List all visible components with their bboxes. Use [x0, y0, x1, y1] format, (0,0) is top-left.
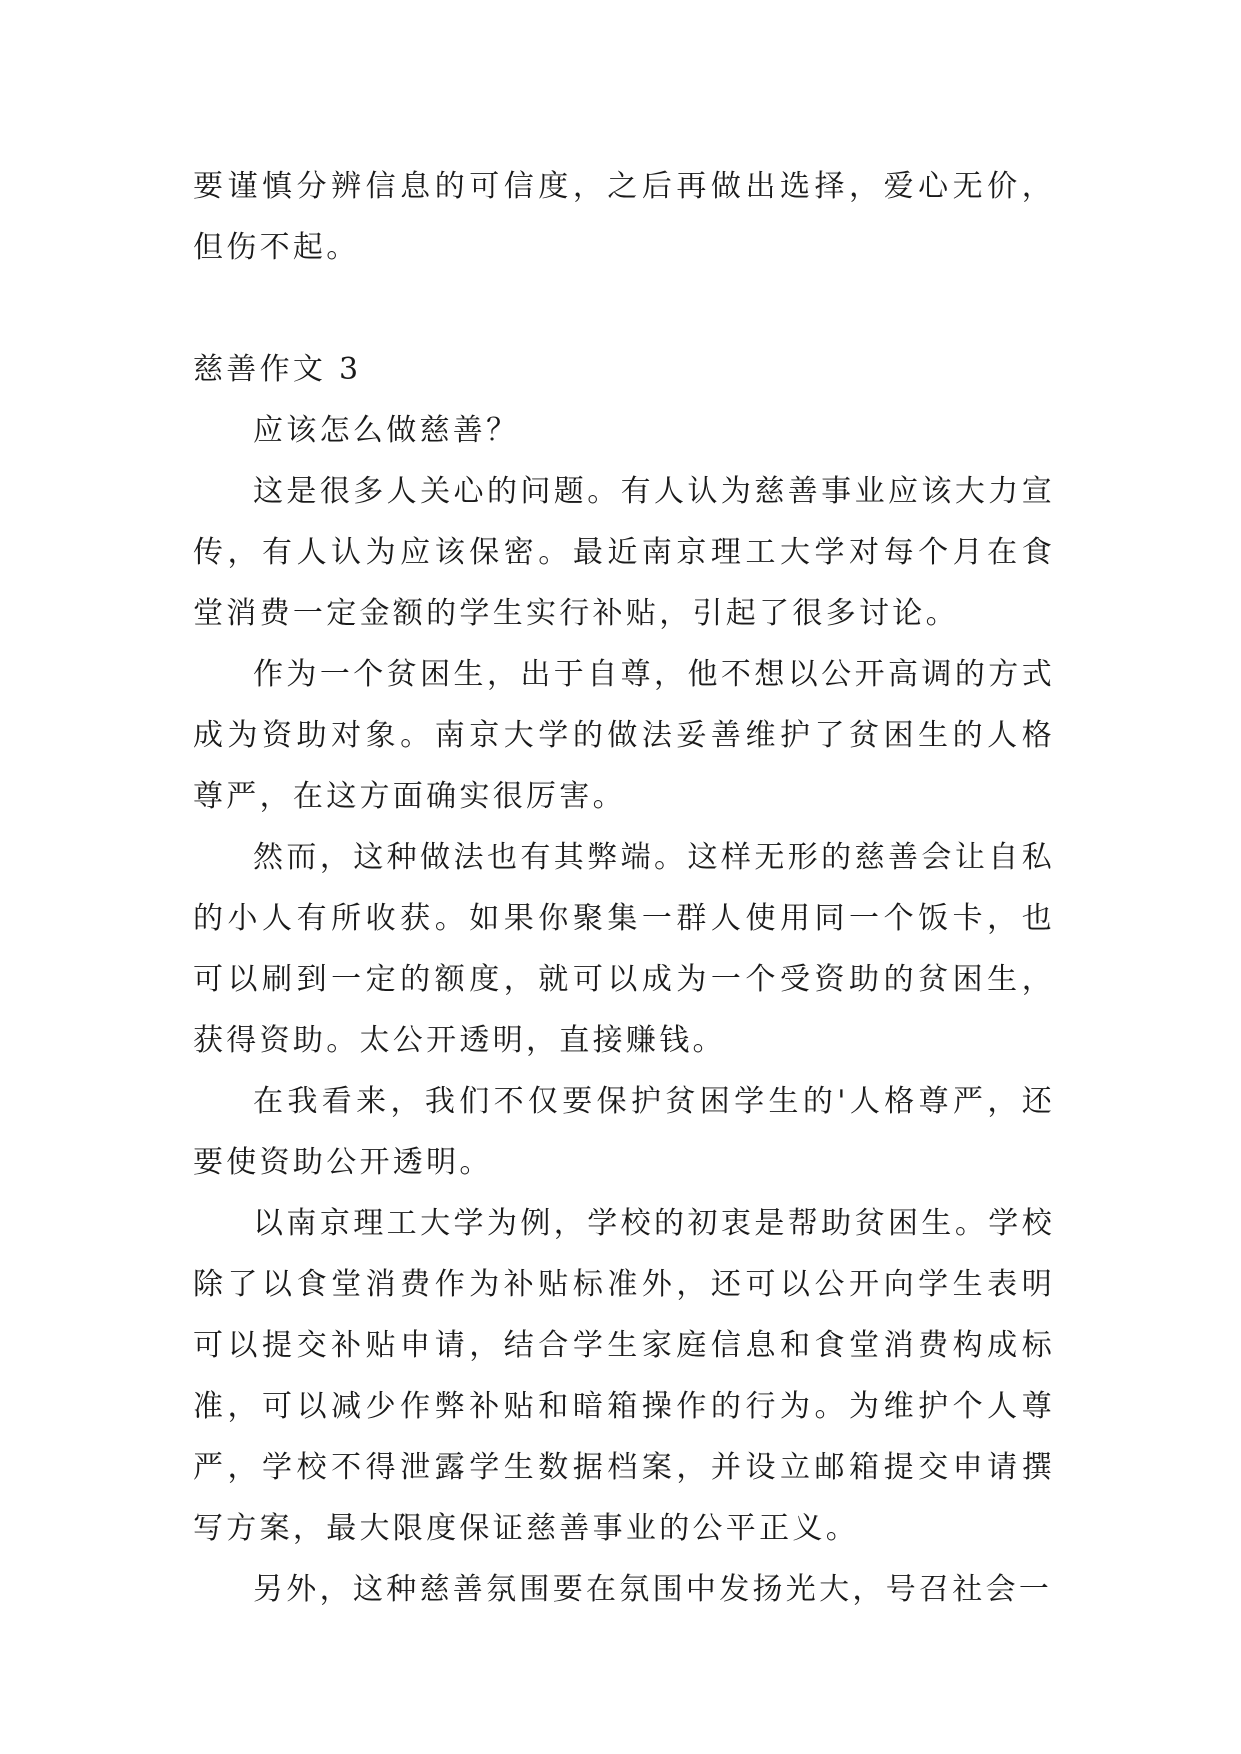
intro-paragraph-block [193, 156, 1055, 278]
intro-paragraph: 要谨慎分辨信息的可信度，之后再做出选择，爱心无价，但伤不起。 [193, 169, 1055, 265]
section-heading-block [193, 339, 1055, 400]
essay-paragraph-1: 应该怎么做慈善？ [253, 413, 520, 448]
essay-paragraph-2: 这是很多人关心的问题。有人认为慈善事业应该大力宣传，有人认为应该保密。最近南京理工大学对每个月在食堂消费一定金额的学生实行补贴，引起了很多讨论。 [193, 474, 1055, 631]
section-heading: 慈善作文 3 [193, 352, 362, 387]
essay-paragraph-6: 以南京理工大学为例，学校的初衷是帮助贫困生。学校除了以食堂消费作为补贴标准外，还可以公开向学生表明可以提交补贴申请，结合学生家庭信息和食堂消费构成标准，可以减少作弊补贴和暗箱操作的行为。为维护个人尊严，学校不得泄露学生数据档案，并设立邮箱提交申请撰写方案，最大限度保证慈善事业的公平正义。 [193, 1206, 1055, 1546]
essay-paragraph-3: 作为一个贫困生，出于自尊，他不想以公开高调的方式成为资助对象。南京大学的做法妥善维护了贫困生的人格尊严，在这方面确实很厉害。 [193, 657, 1055, 814]
essay-paragraph-7: 另外，这种慈善氛围要在氛围中发扬光大，号召社会一 [253, 1572, 1053, 1607]
essay-paragraph-5: 在我看来，我们不仅要保护贫困学生的'人格尊严，还要使资助公开透明。 [193, 1084, 1055, 1180]
essay-body [193, 400, 1055, 1620]
essay-paragraph-4: 然而，这种做法也有其弊端。这样无形的慈善会让自私的小人有所收获。如果你聚集一群人使用同一个饭卡，也可以刷到一定的额度，就可以成为一个受资助的贫困生，获得资助。太公开透明，直接赚钱。 [193, 840, 1055, 1058]
